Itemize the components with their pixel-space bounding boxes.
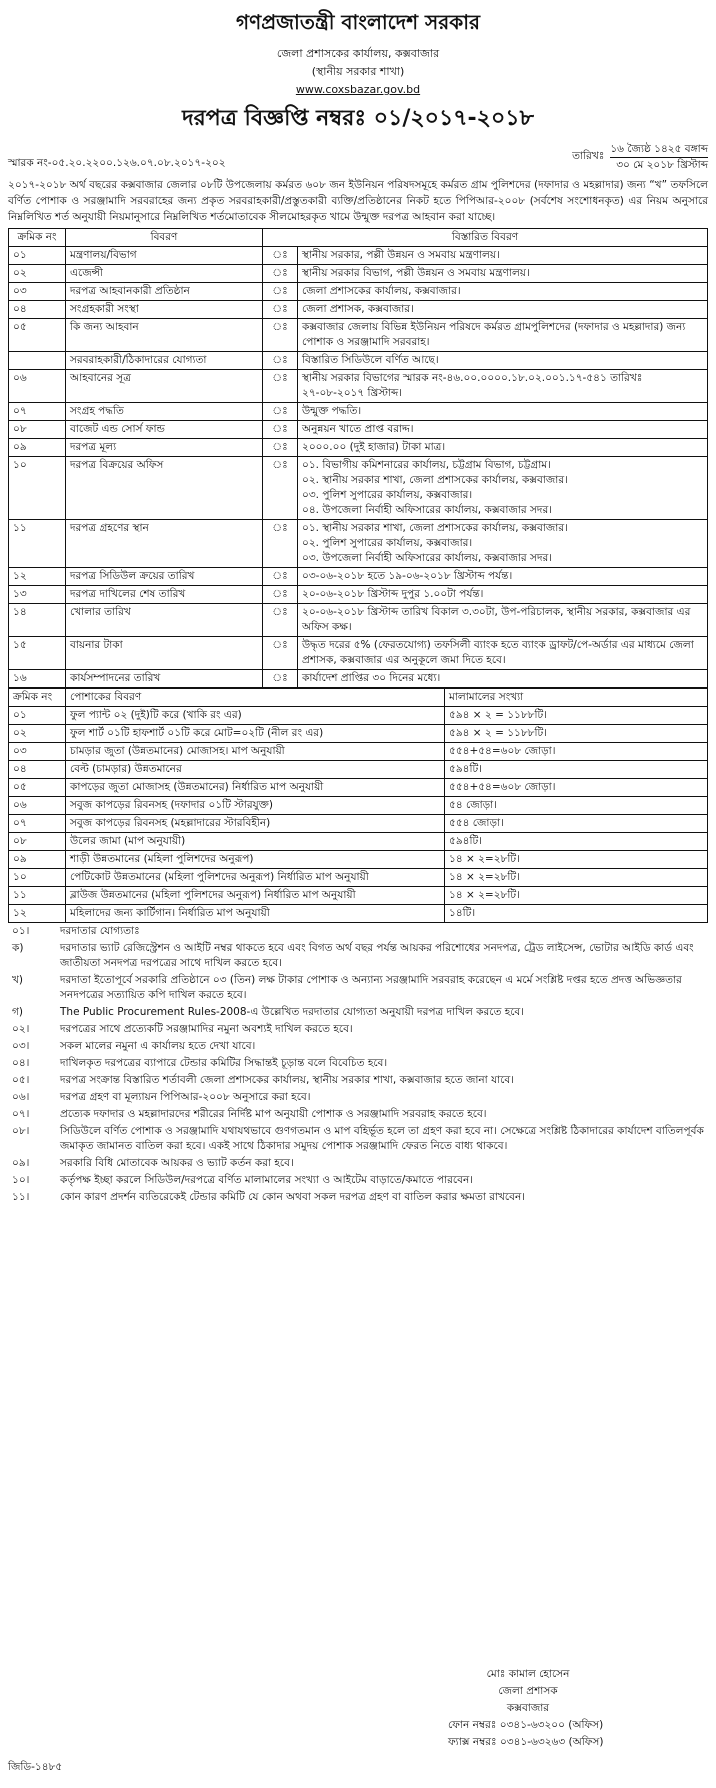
- table-row: [9, 352, 708, 370]
- item-description: বেল্ট (চামড়ার) উন্নতমানের: [66, 761, 445, 779]
- row-separator: ঃ: [263, 637, 298, 670]
- row-serial: ০৯: [9, 439, 66, 457]
- uniform-items-table: [8, 688, 708, 923]
- detail-line: স্থানীয় সরকার বিভাগের স্মারক নং-৪৬.০০.০০০০.১৮.০২.০০১.১৭-৫৪১ তারিখঃ ২৭-০৮-২০১৭ খ্রিস্টাব্দ।: [302, 372, 643, 399]
- row-separator: ঃ: [263, 301, 298, 319]
- condition-number: ১১।: [12, 1191, 30, 1203]
- condition-item: [8, 1106, 708, 1123]
- detail-line: ০৩. পুলিশ সুপারের কার্যালয়, কক্সবাজার।: [302, 489, 473, 501]
- phone-number: ফোন নম্বরঃ ০৩৪১-৬৩২০০ (অফিস): [448, 1719, 604, 1731]
- item-description: কাপড়ের জুতা মোজাসহ (উন্নতমানের) নির্ধারিত মাপ অনুযায়ী: [66, 779, 445, 797]
- item-serial: ১১: [9, 887, 66, 905]
- condition-item: [8, 1021, 708, 1038]
- condition-number: ০৪।: [12, 1057, 30, 1069]
- condition-text: সকল মালের নমুনা এ কার্যালয় হতে দেখা যাবে।: [60, 1040, 256, 1052]
- item-description: সবুজ কাপড়ের রিবনসহ (মহল্লাদারের স্টারবিহীন): [66, 815, 445, 833]
- row-details: [298, 352, 708, 370]
- table-row: [9, 265, 708, 283]
- item-serial: ০৬: [9, 797, 66, 815]
- row-item: সংগ্রহকারী সংস্থা: [66, 301, 263, 319]
- condition-text: দরপত্র গ্রহণ বা মূল্যায়ন পিপিআর-২০০৮ অনুসারে করা হবে।: [60, 1091, 311, 1103]
- condition-item: [8, 1089, 708, 1106]
- table-row: [9, 725, 708, 743]
- row-separator: ঃ: [263, 370, 298, 403]
- row-item: দরপত্র আহবানকারী প্রতিষ্ঠান: [66, 283, 263, 301]
- condition-text: সিডিউলে বর্ণিত পোশাক ও সরঞ্জামাদি যথাযথভাবে গুণগতমান ও মাপ বহির্ভূত হলে তা গ্রহণ করা হবে না। সেক্ষেত্রে সংশ্লিষ্ট ঠিকাদারের কার্যাদেশ বাতিলপূর্বক জমাকৃত জামানত বাতিল করা হবে। একই সাথে ঠিকাদার সমুদয় পোশাক সরঞ্জামাদি ফেরত নিতে বাধ্য থাকবে।: [60, 1125, 704, 1152]
- table-row: [9, 815, 708, 833]
- row-serial: ০৩: [9, 283, 66, 301]
- condition-text: দরদাতার যোগ্যতাঃ: [60, 925, 140, 937]
- table-row: [9, 568, 708, 586]
- table-row: [9, 851, 708, 869]
- row-separator: ঃ: [263, 586, 298, 604]
- condition-number: ০৫।: [12, 1074, 30, 1086]
- row-details: [298, 370, 708, 403]
- table-row: [9, 370, 708, 403]
- item-description: মহিলাদের জন্য কার্টিগান। নির্ধারিত মাপ অনুযায়ী: [66, 905, 445, 923]
- table-row: [9, 319, 708, 352]
- row-details: [298, 520, 708, 568]
- row-details: [298, 670, 708, 688]
- item-serial: ০৪: [9, 761, 66, 779]
- condition-item: [8, 923, 708, 940]
- row-separator: ঃ: [263, 457, 298, 520]
- row-separator: ঃ: [263, 421, 298, 439]
- detail-line: ২০০০.০০ (দুই হাজার) টাকা মাত্র।: [302, 441, 446, 453]
- table-row: [9, 604, 708, 637]
- item-quantity: ১৪ × ২=২৮টি।: [445, 869, 708, 887]
- row-serial: ০৬: [9, 370, 66, 403]
- row-serial: ০৭: [9, 403, 66, 421]
- condition-number: ০১।: [12, 925, 30, 937]
- row-serial: ০৪: [9, 301, 66, 319]
- row-item: দরপত্র সিডিউল ক্রয়ের তারিখ: [66, 568, 263, 586]
- item-serial: ১০: [9, 869, 66, 887]
- table-row: [9, 301, 708, 319]
- row-separator: ঃ: [263, 604, 298, 637]
- row-serial: ১৪: [9, 604, 66, 637]
- table-row: [9, 439, 708, 457]
- row-separator: ঃ: [263, 568, 298, 586]
- item-description: উলের জামা (মাপ অনুযায়ী): [66, 833, 445, 851]
- detail-line: অনুন্নয়ন খাতে প্রাপ্ত বরাদ্দ।: [302, 423, 414, 435]
- row-details: [298, 421, 708, 439]
- item-quantity: ৫৯৪টি।: [445, 761, 708, 779]
- row-details: [298, 439, 708, 457]
- condition-item: [8, 940, 708, 972]
- detail-line: ০১. বিভাগীয় কমিশনারের কার্যালয়, চট্টগ্রাম বিভাগ, চট্টগ্রাম।: [302, 459, 551, 471]
- table-row: [9, 905, 708, 923]
- table-header-row: [9, 689, 708, 707]
- row-details: [298, 403, 708, 421]
- row-serial: [9, 352, 66, 370]
- detail-line: ২০-০৬-২০১৮ খ্রিস্টাব্দ তারিখ বিকাল ৩.৩০টা, উপ-পরিচালক, স্থানীয় সরকার, কক্সবাজার এর অফিস কক্ষ।: [302, 606, 691, 633]
- item-description: ফুল প্যান্ট ০২ (দুই)টি করে (খাকি রং এর): [66, 707, 445, 725]
- table-row: [9, 283, 708, 301]
- row-details: [298, 586, 708, 604]
- signature-block: [408, 1666, 648, 1751]
- condition-item: [8, 1172, 708, 1189]
- office-name: জেলা প্রশাসকের কার্যালয়, কক্সবাজার: [276, 47, 440, 60]
- memo-date: [572, 142, 708, 173]
- item-quantity: ৫৫৪ জোড়া।: [445, 815, 708, 833]
- detail-line: ০৩-০৬-২০১৮ হতে ১৯-০৬-২০১৮ খ্রিস্টাব্দ পর্যন্ত।: [302, 570, 513, 582]
- item-quantity: ৫৯৪ × ২ = ১১৮৮টি।: [445, 725, 708, 743]
- table-row: [9, 421, 708, 439]
- row-details: [298, 319, 708, 352]
- condition-number: ০৩।: [12, 1040, 30, 1052]
- detail-line: বিস্তারিত সিডিউলে বর্ণিত আছে।: [302, 354, 439, 366]
- row-separator: ঃ: [263, 403, 298, 421]
- date-english: ৩০ মে ২০১৮ খ্রিস্টাব্দ: [616, 159, 708, 171]
- row-details: [298, 247, 708, 265]
- date-bangla: ১৬ জ্যৈষ্ঠ ১৪২৫ বঙ্গাব্দ: [610, 142, 708, 158]
- government-title: গণপ্রজাতন্ত্রী বাংলাদেশ সরকার: [236, 10, 480, 34]
- memo-row: [8, 142, 708, 173]
- tender-notice-number: দরপত্র বিজ্ঞপ্তি নম্বরঃ ০১/২০১৭-২০১৮: [182, 106, 534, 131]
- row-item: আহবানের সূত্র: [66, 370, 263, 403]
- date-label: তারিখঃ: [572, 150, 605, 162]
- item-description: শাড়ী উন্নতমানের (মহিলা পুলিশদের অনুরূপ): [66, 851, 445, 869]
- conditions-list: [8, 923, 708, 1206]
- item-quantity: ১৪টি।: [445, 905, 708, 923]
- row-item: বায়নার টাকা: [66, 637, 263, 670]
- fax-number: ফ্যাক্স নম্বরঃ ০৩৪১-৬৩২৬৩ (অফিস): [448, 1736, 604, 1748]
- detail-line: ০৪. উপজেলা নির্বাহী অফিসারের কার্যালয়, কক্সবাজার সদর।: [302, 504, 552, 516]
- row-separator: ঃ: [263, 439, 298, 457]
- item-description: ফুল শার্ট ০১টি হাফশার্ট ০১টি করে মোট=০২টি (নীল রং এর): [66, 725, 445, 743]
- item-serial: ০৯: [9, 851, 66, 869]
- row-serial: ১২: [9, 568, 66, 586]
- item-quantity: ৫৯৪টি।: [445, 833, 708, 851]
- row-item: দরপত্র মূল্য: [66, 439, 263, 457]
- row-separator: ঃ: [263, 265, 298, 283]
- condition-text: দরদাতা ইতোপূর্বে সরকারি প্রতিষ্ঠানে ০৩ (তিন) লক্ষ টাকার পোশাক ও অন্যান্য সরঞ্জামাদি সরবরাহ করেছেন এ মর্মে সংশ্লিষ্ট দপ্তর হতে প্রদত্ত অভিজ্ঞতার সনদপত্রের সত্যায়িত কপি দাখিল করতে হবে।: [60, 974, 682, 1001]
- condition-item: [8, 972, 708, 1004]
- item-description: চামড়ার জুতা (উন্নতমানের) মোজাসহ। মাপ অনুযায়ী: [66, 743, 445, 761]
- row-item: মন্ত্রণালয়/বিভাগ: [66, 247, 263, 265]
- header-quantity: মালামালের সংখ্যা: [445, 689, 708, 707]
- table-row: [9, 586, 708, 604]
- item-description: পেটিকোট উন্নতমানের (মহিলা পুলিশদের অনুরূপ) নির্ধারিত মাপ অনুযায়ী: [66, 869, 445, 887]
- header-serial: ক্রমিক নং: [9, 229, 66, 247]
- row-item: কি জন্য আহবান: [66, 319, 263, 352]
- row-separator: ঃ: [263, 283, 298, 301]
- table-row: [9, 520, 708, 568]
- condition-number: ০২।: [12, 1023, 30, 1035]
- row-item: সংগ্রহ পদ্ধতি: [66, 403, 263, 421]
- table-row: [9, 833, 708, 851]
- row-serial: ১৬: [9, 670, 66, 688]
- condition-text: কোন কারণ প্রদর্শন ব্যতিরেকেই টেন্ডার কমিটি যে কোন অথবা সকল দরপত্র গ্রহণ বা বাতিল করার ক্ষমতা রাখবেন।: [60, 1191, 526, 1203]
- row-item: খোলার তারিখ: [66, 604, 263, 637]
- condition-text: দরপত্রের সাথে প্রত্যেকটি সরঞ্জামাদির নমুনা অবশ্যই দাখিল করতে হবে।: [60, 1023, 353, 1035]
- detail-line: ০২. স্থানীয় সরকার শাখা, জেলা প্রশাসকের কার্যালয়, কক্সবাজার।: [302, 474, 568, 486]
- memo-number: স্মারক নং-০৫.২০.২২০০.১২৬.০৭.০৮.২০১৭-২০২: [8, 157, 226, 169]
- item-description: ব্লাউজ উন্নতমানের (মহিলা পুলিশদের অনুরূপ) নির্ধারিত মাপ অনুযায়ী: [66, 887, 445, 905]
- header-serial: ক্রমিক নং: [9, 689, 66, 707]
- detail-line: জেলা প্রশাসকের কার্যালয়, কক্সবাজার।: [302, 285, 461, 297]
- detail-line: উন্মুক্ত পদ্ধতি।: [302, 405, 362, 417]
- row-item: সরবরাহকারী/ঠিকাদারের যোগ্যতা: [66, 352, 263, 370]
- row-item: দরপত্র গ্রহণের স্থান: [66, 520, 263, 568]
- condition-text: দাখিলকৃত দরপত্রের ব্যাপারে টেন্ডার কমিটির সিদ্ধান্তই চূড়ান্ত বলে বিবেচিত হবে।: [60, 1057, 388, 1069]
- condition-number: ১০।: [12, 1174, 30, 1186]
- detail-line: স্থানীয় সরকার, পল্লী উন্নয়ন ও সমবায় মন্ত্রণালয়।: [302, 249, 500, 261]
- row-details: [298, 568, 708, 586]
- table-row: [9, 637, 708, 670]
- condition-text: কর্তৃপক্ষ ইচ্ছা করলে সিডিউল/দরপত্রে বর্ণিত মালামালের সংখ্যা ও আইটেম বাড়াতে/কমাতে পারবেন।: [60, 1174, 473, 1186]
- row-details: [298, 283, 708, 301]
- row-details: [298, 265, 708, 283]
- website-link[interactable]: www.coxsbazar.gov.bd: [295, 83, 421, 96]
- item-serial: ০৭: [9, 815, 66, 833]
- item-serial: ০১: [9, 707, 66, 725]
- header-details: বিস্তারিত বিবরণ: [263, 229, 708, 247]
- row-serial: ০২: [9, 265, 66, 283]
- row-item: কার্যসম্পাদনের তারিখ: [66, 670, 263, 688]
- row-details: [298, 457, 708, 520]
- table-row: [9, 247, 708, 265]
- row-serial: ১১: [9, 520, 66, 568]
- item-serial: ১২: [9, 905, 66, 923]
- condition-text: The Public Procurement Rules-2008-এ উল্লেখিত দরদাতার যোগ্যতা অনুযায়ী দরপত্র দাখিল করতে হবে।: [60, 1006, 525, 1018]
- item-description: সবুজ কাপড়ের রিবনসহ (দফাদার ০১টি স্টারযুক্ত): [66, 797, 445, 815]
- condition-number: খ): [12, 974, 23, 986]
- table-row: [9, 761, 708, 779]
- item-serial: ০৩: [9, 743, 66, 761]
- signatory-designation: জেলা প্রশাসক: [498, 1685, 558, 1697]
- table-row: [9, 869, 708, 887]
- row-serial: ১৫: [9, 637, 66, 670]
- detail-line: ০২. পুলিশ সুপারের কার্যালয়, কক্সবাজার।: [302, 537, 473, 549]
- table-row: [9, 779, 708, 797]
- detail-line: কার্যাদেশ প্রাপ্তির ৩০ দিনের মধ্যে।: [302, 672, 441, 684]
- header: [8, 8, 708, 138]
- item-quantity: ৫৫৪+৫৪=৬০৮ জোড়া।: [445, 743, 708, 761]
- gd-number: জিডি-১৪৮৫: [8, 1761, 63, 1773]
- condition-text: দরদাতার ভ্যাট রেজিস্ট্রেশন ও আইটি নম্বর থাকতে হবে এবং বিগত অর্থ বছর পর্যন্ত আয়কর পরিশোধের সনদপত্র, ট্রেড লাইসেন্স, ভোটার আইডি কার্ড এবং জাতীয়তা সনদপত্র দরপত্রের সাথে দাখিল করতে হবে।: [60, 942, 694, 969]
- row-item: দরপত্র দাখিলের শেষ তারিখ: [66, 586, 263, 604]
- item-serial: ০৫: [9, 779, 66, 797]
- condition-text: প্রত্যেক দফাদার ও মহল্লাদারদের শরীরের নির্দিষ্ট মাপ অনুযায়ী পোশাক ও সরঞ্জামাদি সরবরাহ করতে হবে।: [60, 1108, 487, 1120]
- row-separator: ঃ: [263, 670, 298, 688]
- detail-line: উদ্ধৃত দরের ৫% (ফেরতযোগ্য) তফসিলী ব্যাংক হতে ব্যাংক ড্রাফট/পে-অর্ডার এর মাধ্যমে জেলা প্রশাসক, কক্সবাজার এর অনুকূলে জমা দিতে হবে।: [302, 639, 694, 666]
- tender-details-table: [8, 228, 708, 688]
- condition-item: [8, 1189, 708, 1206]
- row-item: দরপত্র বিক্রয়ের অফিস: [66, 457, 263, 520]
- header-description: বিবরণ: [66, 229, 263, 247]
- condition-item: [8, 1155, 708, 1172]
- intro-paragraph: ২০১৭-২০১৮ অর্থ বছরের কক্সবাজার জেলার ০৮টি উপজেলায় কর্মরত ৬০৮ জন ইউনিয়ন পরিষদসমূহে কর্মরত গ্রাম পুলিশদের (দফাদার ও মহল্লাদার) জন্য “খ” তফসিলে বর্ণিত পোশাক ও সরঞ্জামাদি সরবরাহের জন্য প্রকৃত সরবরাহকারী/প্রস্তুতকারী ব্যক্তি/প্রতিষ্ঠানের নিকট হতে পিপিআর-২০০৮ (সর্বশেষ সংশোধনকৃত) এর নিয়ম অনুসারে নিম্নলিখিত শর্ত অনুযায়ী নিয়মানুসারে নিম্নলিখিত শর্তমোতাবেক সীলমোহরকৃত খামে উন্মুক্ত দরপত্র আহবান করা যাচ্ছে।: [8, 179, 708, 223]
- row-serial: ১৩: [9, 586, 66, 604]
- table-row: [9, 743, 708, 761]
- detail-line: ০৩. উপজেলা নির্বাহী অফিসারের কার্যালয়, কক্সবাজার সদর।: [302, 552, 552, 564]
- table-row: [9, 707, 708, 725]
- condition-item: [8, 1123, 708, 1155]
- condition-number: ০৯।: [12, 1157, 30, 1169]
- table-row: [9, 457, 708, 520]
- item-quantity: ৫৯৪ × ২ = ১১৮৮টি।: [445, 707, 708, 725]
- branch-name: (স্থানীয় সরকার শাখা): [311, 65, 405, 78]
- condition-number: ০৮।: [12, 1125, 30, 1137]
- row-separator: ঃ: [263, 520, 298, 568]
- detail-line: ২০-০৬-২০১৮ খ্রিস্টাব্দ দুপুর ১.০০টা পর্যন্ত।: [302, 588, 484, 600]
- item-serial: ০২: [9, 725, 66, 743]
- row-details: [298, 637, 708, 670]
- condition-item: [8, 1055, 708, 1072]
- row-separator: ঃ: [263, 352, 298, 370]
- row-details: [298, 301, 708, 319]
- row-details: [298, 604, 708, 637]
- table-row: [9, 670, 708, 688]
- header-uniform-description: পোশাকের বিবরণ: [66, 689, 445, 707]
- condition-text: দরপত্র সংক্রান্ত বিস্তারিত শর্তাবলী জেলা প্রশাসকের কার্যালয়, স্থানীয় সরকার শাখা, কক্সবাজার হতে জানা যাবে।: [60, 1074, 514, 1086]
- condition-item: [8, 1004, 708, 1021]
- row-separator: ঃ: [263, 319, 298, 352]
- detail-line: ০১. স্থানীয় সরকার শাখা, জেলা প্রশাসকের কার্যালয়, কক্সবাজার।: [302, 522, 568, 534]
- condition-text: সরকারি বিধি মোতাবেক আয়কর ও ভ্যাট কর্তন করা হবে।: [60, 1157, 294, 1169]
- row-serial: ০৫: [9, 319, 66, 352]
- tender-notice-page: [8, 8, 708, 1773]
- table-row: [9, 403, 708, 421]
- table-row: [9, 797, 708, 815]
- signatory-location: কক্সবাজার: [506, 1702, 550, 1714]
- condition-item: [8, 1072, 708, 1089]
- row-serial: ০১: [9, 247, 66, 265]
- item-quantity: ১৪ × ২=২৮টি।: [445, 887, 708, 905]
- signatory-name: মোঃ কামাল হোসেন: [486, 1668, 570, 1680]
- table-header-row: [9, 229, 708, 247]
- detail-line: জেলা প্রশাসক, কক্সবাজার।: [302, 303, 414, 315]
- row-separator: ঃ: [263, 247, 298, 265]
- row-item: এজেন্সী: [66, 265, 263, 283]
- condition-item: [8, 1038, 708, 1055]
- row-serial: ০৮: [9, 421, 66, 439]
- item-quantity: ৫৫৪+৫৪=৬০৮ জোড়া।: [445, 779, 708, 797]
- row-item: বাজেট এন্ড সোর্স ফান্ড: [66, 421, 263, 439]
- detail-line: স্থানীয় সরকার বিভাগ, পল্লী উন্নয়ন ও সমবায় মন্ত্রণালয়।: [302, 267, 530, 279]
- condition-number: ০৭।: [12, 1108, 30, 1120]
- table-row: [9, 887, 708, 905]
- item-quantity: ৫৪ জোড়া।: [445, 797, 708, 815]
- detail-line: কক্সবাজার জেলায় বিভিন্ন ইউনিয়ন পরিষদে কর্মরত গ্রামপুলিশদের (দফাদার ও মহল্লাদার) জন্য পোশাক ও সরঞ্জামাদি সরবরাহ।: [302, 321, 686, 348]
- item-quantity: ১৪ × ২=২৮টি।: [445, 851, 708, 869]
- condition-number: ০৬।: [12, 1091, 30, 1103]
- item-serial: ০৮: [9, 833, 66, 851]
- row-serial: ১০: [9, 457, 66, 520]
- condition-number: ক): [12, 942, 24, 954]
- condition-number: গ): [12, 1006, 23, 1018]
